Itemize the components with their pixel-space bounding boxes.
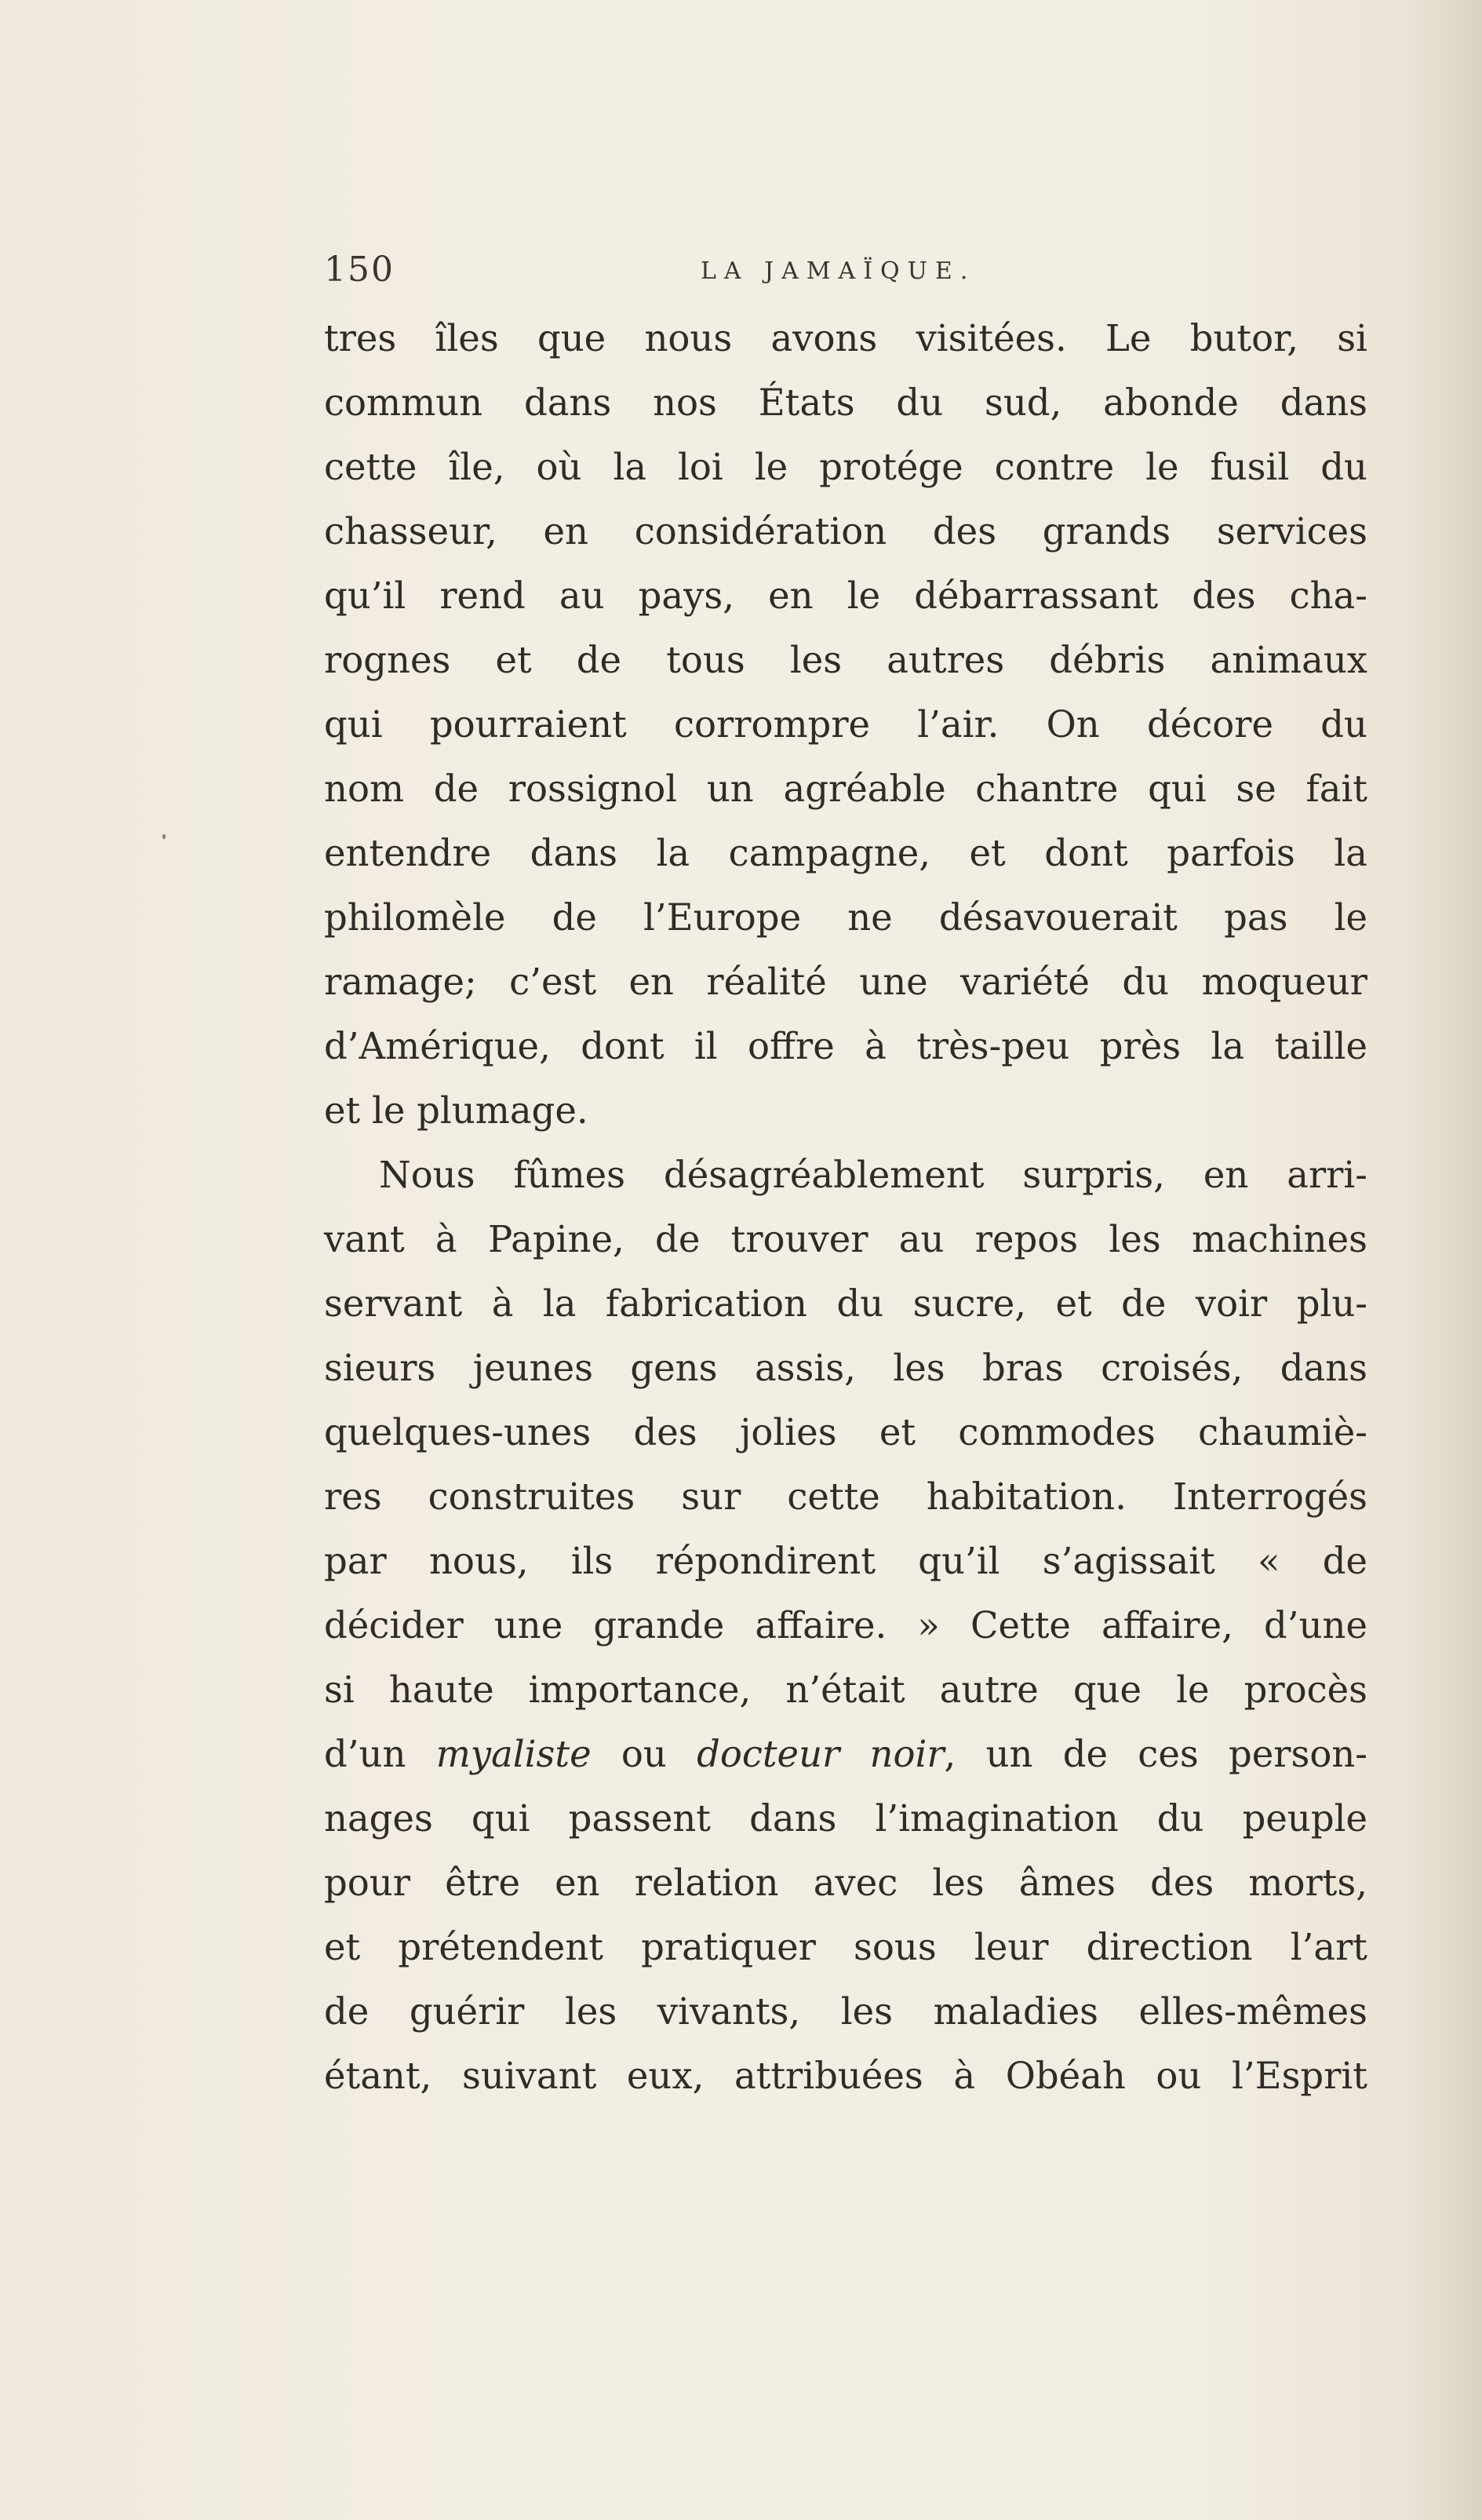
text-line: nom de rossignol un agréable chantre qui se fait: [324, 768, 1367, 810]
text-line: ramage; c’est en réalité une variété du moqueur: [324, 961, 1367, 1003]
text-line: commun dans nos États du sud, abonde dans: [324, 381, 1367, 424]
text-line: res construites sur cette habitation. Interrogés: [324, 1475, 1367, 1518]
text-line: d’Amérique, dont il offre à très-peu près la taille: [324, 1025, 1367, 1067]
text-line: par nous, ils répondirent qu’il s’agissait « de: [324, 1540, 1367, 1582]
text-line: décider une grande affaire. » Cette affaire, d’une: [324, 1604, 1367, 1647]
text-line: si haute importance, n’était autre que le procès: [324, 1668, 1367, 1711]
text-line: philomèle de l’Europe ne désavouerait pas le: [324, 896, 1367, 939]
text-line: tres îles que nous avons visitées. Le butor, si: [324, 317, 1367, 359]
text-line-with-italics: [324, 1722, 1367, 1786]
text-line: entendre dans la campagne, et dont parfois la: [324, 832, 1367, 874]
running-title: LA JAMAÏQUE.: [701, 257, 976, 285]
text-segment: d’un: [324, 1733, 436, 1775]
text-line: Nous fûmes désagréablement surpris, en arri-: [379, 1154, 1367, 1196]
text-line: vant à Papine, de trouver au repos les machines: [324, 1218, 1367, 1260]
text-line: servant à la fabrication du sucre, et de voir plu-: [324, 1282, 1367, 1325]
text-line: et le plumage.: [324, 1089, 588, 1132]
text-line: quelques-unes des jolies et commodes chaumiè-: [324, 1411, 1367, 1453]
body-text: [324, 306, 1367, 2108]
text-line: sieurs jeunes gens assis, les bras croisés, dans: [324, 1347, 1367, 1389]
text-segment: , un de ces person-: [944, 1733, 1367, 1775]
text-line: et prétendent pratiquer sous leur direction l’art: [324, 1926, 1367, 1968]
page-header: [324, 250, 1030, 297]
italic-term: docteur noir: [697, 1733, 945, 1775]
text-line: rognes et de tous les autres débris animaux: [324, 639, 1367, 681]
paper-speck: [162, 834, 166, 839]
text-line: qui pourraient corrompre l’air. On décore du: [324, 703, 1367, 746]
text-line: étant, suivant eux, attribuées à Obéah ou l’Esprit: [324, 2055, 1367, 2097]
text-segment: ou: [591, 1733, 697, 1775]
text-line: de guérir les vivants, les maladies elles-mêmes: [324, 1990, 1367, 2033]
text-line: qu’il rend au pays, en le débarrassant des cha-: [324, 574, 1367, 617]
italic-term: myaliste: [435, 1733, 592, 1775]
text-line: chasseur, en considération des grands services: [324, 510, 1367, 553]
text-line: pour être en relation avec les âmes des morts,: [324, 1862, 1367, 1904]
text-line: nages qui passent dans l’imagination du peuple: [324, 1797, 1367, 1840]
page-number: 150: [324, 250, 395, 290]
text-line: cette île, où la loi le protége contre le fusil du: [324, 446, 1367, 488]
